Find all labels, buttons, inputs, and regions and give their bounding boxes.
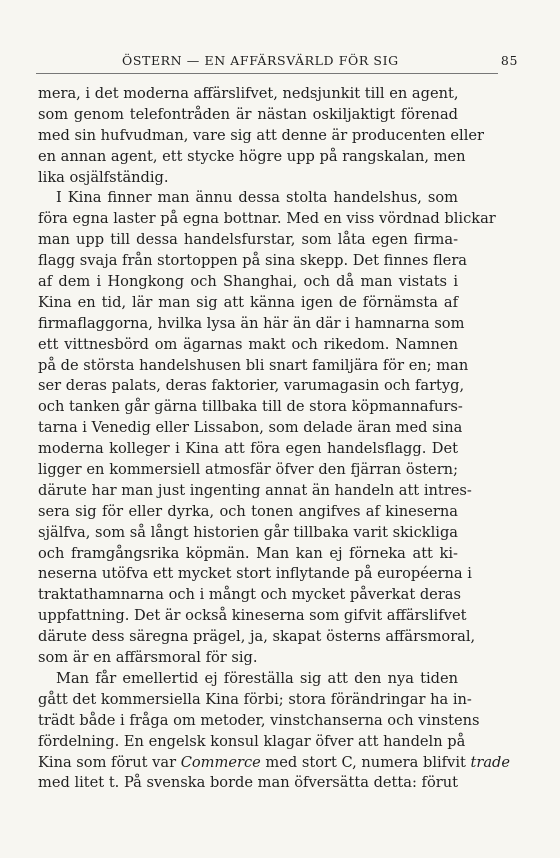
text-line: Kina som förut var Commerce med stort C, numera blifvit trade [38,753,511,771]
body-text [38,84,511,794]
text-line: firmaflaggorna, hvilka lysa än här än där i hamnarna som [38,314,465,332]
text-line: fördelning. En engelsk konsul klagar öfver att handeln på [38,732,466,750]
text-line: gått det kommersiella Kina förbi; stora förändringar ha in- [38,690,472,708]
text-line: Man får emellertid ej föreställa sig att den nya tiden [56,669,458,687]
text-line: föra egna laster på egna bottnar. Med en viss vördnad blickar [38,210,496,228]
italic-word: trade [470,753,511,771]
header-rule [36,73,498,74]
text-line: därute dess säregna prägel, ja, skapat österns affärsmoral, [38,628,476,646]
text-line: med litet t. På svenska borde man öfversätta detta: förut [38,774,458,792]
text-line: flagg svaja från stortoppen på sina skepp. Det finnes flera [38,252,467,270]
text-line: själfva, som så långt historien går tillbaka varit skickliga [38,523,458,541]
text-line: tarna i Venedig eller Lissabon, som delade äran med sina [38,419,463,437]
text-line: ett vittnesbörd om ägarnas makt och rikedom. Namnen [38,335,458,353]
text-line: ser deras palats, deras faktorier, varumagasin och fartyg, [38,377,465,395]
text-line: moderna kolleger i Kina att föra egen handelsflagg. Det [38,440,458,458]
text-line: med sin hufvudman, vare sig att denne är producenten eller [38,126,485,144]
text-line: Kina en tid, lär man sig att känna igen de förnämsta af [38,293,458,311]
text-line: på de största handelshusen bli snart familjära för en; man [38,356,469,374]
running-title: ÖSTERN — EN AFFÄRSVÄRLD FÖR SIG [122,53,399,68]
running-header [36,53,518,71]
text-line: och framgångsrika köpmän. Man kan ej förneka att ki- [38,544,458,562]
text-line: uppfattning. Det är också kineserna som gifvit affärslifvet [38,607,467,625]
text-line: I Kina finner man ännu dessa stolta handelshus, som [56,189,458,207]
text-line: af dem i Hongkong och Shanghai, och då man vistats i [38,273,458,291]
text-line: en annan agent, ett stycke högre upp på rangskalan, men [38,147,466,165]
italic-word: Commerce [180,753,261,771]
text-line: mera, i det moderna affärslifvet, nedsjunkit till en agent, [38,85,459,102]
text-line: och tanken går gärna tillbaka till de stora köpmannafurs- [38,398,463,416]
text-line: ligger en kommersiell atmosfär öfver den fjärran östern; [38,461,458,479]
text-line: traktathamnarna och i mångt och mycket påverkat deras [38,586,461,604]
page-number: 85 [500,53,518,68]
text-line: därute har man just ingenting annat än handeln att intres- [38,481,472,499]
text-line: sera sig för eller dyrka, och tonen angifves af kineserna [38,502,458,520]
text-line: trädt både i fråga om metoder, vinstchanserna och vinstens [38,711,480,729]
text-line: som genom telefontråden är nästan oskiljaktigt förenad [38,105,458,123]
text-line: lika osjälfständig. [38,168,169,186]
text-line: man upp till dessa handelsfurstar, som låta egen firma- [38,231,458,249]
text-line: neserna utöfva ett mycket stort inflytande på européerna i [38,565,472,583]
text-line: som är en affärsmoral för sig. [38,649,258,667]
